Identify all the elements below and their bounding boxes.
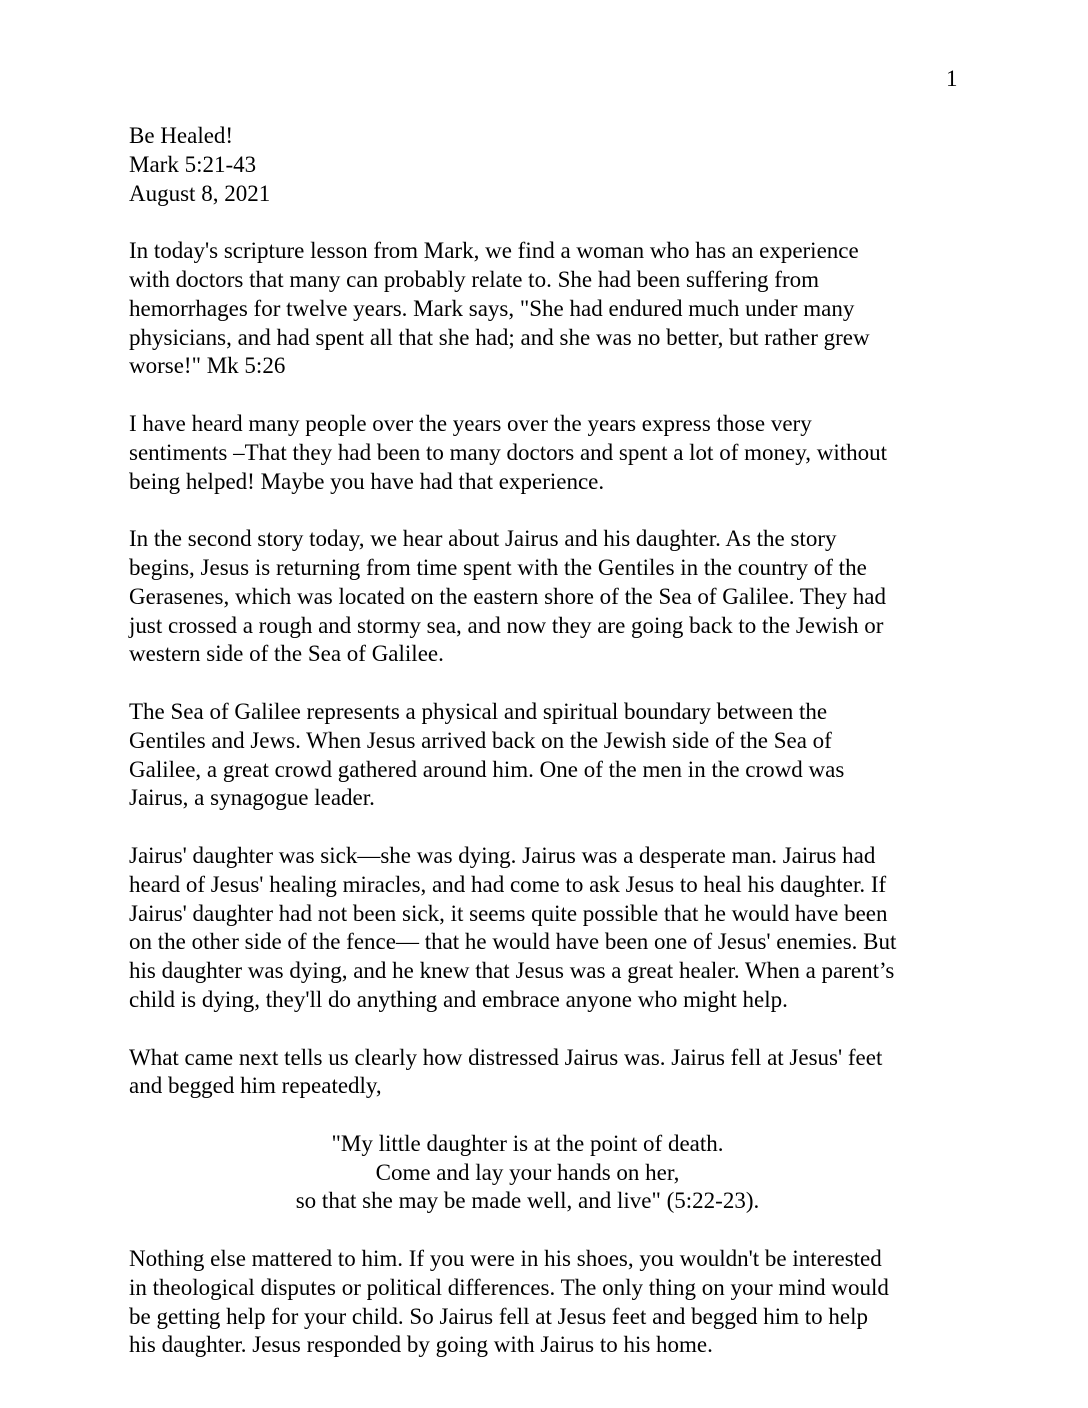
text-line: What came next tells us clearly how distressed Jairus was. Jairus fell at Jesus' feet bbox=[129, 1044, 883, 1070]
quote-line: "My little daughter is at the point of death. bbox=[331, 1130, 724, 1156]
page-number: 1 bbox=[946, 66, 958, 91]
text-line: be getting help for your child. So Jairus fell at Jesus feet and begged him to help bbox=[129, 1303, 869, 1329]
quote-line: so that she may be made well, and live" (5:22-23). bbox=[295, 1188, 760, 1214]
text-line: his daughter. Jesus responded by going with Jairus to his home. bbox=[129, 1332, 713, 1358]
text-line: his daughter was dying, and he knew that Jesus was a great healer. When a parent’s bbox=[129, 958, 895, 984]
text-line: and begged him repeatedly, bbox=[129, 1073, 382, 1099]
paragraph bbox=[129, 1245, 969, 1360]
spacer bbox=[129, 1216, 969, 1245]
text-line: begins, Jesus is returning from time spent with the Gentiles in the country of the bbox=[129, 554, 867, 580]
text-line: Jairus' daughter had not been sick, it seems quite possible that he would have been bbox=[129, 900, 888, 926]
text-line: In today's scripture lesson from Mark, we find a woman who has an experience bbox=[129, 238, 859, 264]
spacer bbox=[129, 1015, 969, 1044]
text-line: physicians, and had spent all that she had; and she was no better, but rather grew bbox=[129, 324, 870, 350]
spacer bbox=[129, 208, 969, 237]
text-line: The Sea of Galilee represents a physical and spiritual boundary between the bbox=[129, 698, 828, 724]
text-line: worse!" Mk 5:26 bbox=[129, 353, 286, 379]
text-line: sentiments –That they had been to many doctors and spent a lot of money, without bbox=[129, 439, 887, 465]
scripture-quote bbox=[129, 1130, 969, 1216]
quote-line: Come and lay your hands on her, bbox=[375, 1159, 680, 1185]
paragraph bbox=[129, 525, 969, 669]
sermon-header bbox=[129, 122, 969, 208]
text-line: on the other side of the fence— that he would have been one of Jesus' enemies. But bbox=[129, 929, 897, 955]
text-line: western side of the Sea of Galilee. bbox=[129, 641, 444, 667]
spacer bbox=[129, 1101, 969, 1130]
spacer bbox=[129, 496, 969, 525]
paragraph bbox=[129, 698, 969, 813]
sermon-title: Be Healed! bbox=[129, 123, 234, 148]
spacer bbox=[129, 669, 969, 698]
sermon-date: August 8, 2021 bbox=[129, 180, 271, 206]
text-line: I have heard many people over the years over the years express those very bbox=[129, 410, 812, 436]
text-line: Gerasenes, which was located on the eastern shore of the Sea of Galilee. They had bbox=[129, 583, 887, 609]
document-body bbox=[129, 122, 969, 1360]
text-line: Galilee, a great crowd gathered around him. One of the men in the crowd was bbox=[129, 756, 845, 782]
text-line: hemorrhages for twelve years. Mark says, "She had endured much under many bbox=[129, 295, 855, 321]
paragraph bbox=[129, 410, 969, 496]
text-line: Jairus, a synagogue leader. bbox=[129, 785, 375, 811]
text-line: Nothing else mattered to him. If you were in his shoes, you wouldn't be interested bbox=[129, 1246, 882, 1272]
paragraph bbox=[129, 237, 969, 381]
text-line: Jairus' daughter was sick—she was dying. Jairus was a desperate man. Jairus had bbox=[129, 842, 876, 868]
text-line: being helped! Maybe you have had that experience. bbox=[129, 468, 605, 494]
paragraph bbox=[129, 1044, 969, 1102]
text-line: In the second story today, we hear about Jairus and his daughter. As the story bbox=[129, 526, 837, 552]
text-line: with doctors that many can probably relate to. She had been suffering from bbox=[129, 266, 820, 292]
text-line: heard of Jesus' healing miracles, and had come to ask Jesus to heal his daughter. If bbox=[129, 871, 887, 897]
text-line: in theological disputes or political differences. The only thing on your mind would bbox=[129, 1274, 889, 1300]
scripture-reference: Mark 5:21-43 bbox=[129, 151, 257, 177]
paragraph bbox=[129, 842, 969, 1015]
text-line: child is dying, they'll do anything and embrace anyone who might help. bbox=[129, 986, 788, 1012]
text-line: just crossed a rough and stormy sea, and now they are going back to the Jewish or bbox=[129, 612, 884, 638]
text-line: Gentiles and Jews. When Jesus arrived back on the Jewish side of the Sea of bbox=[129, 727, 832, 753]
spacer bbox=[129, 813, 969, 842]
spacer bbox=[129, 381, 969, 410]
